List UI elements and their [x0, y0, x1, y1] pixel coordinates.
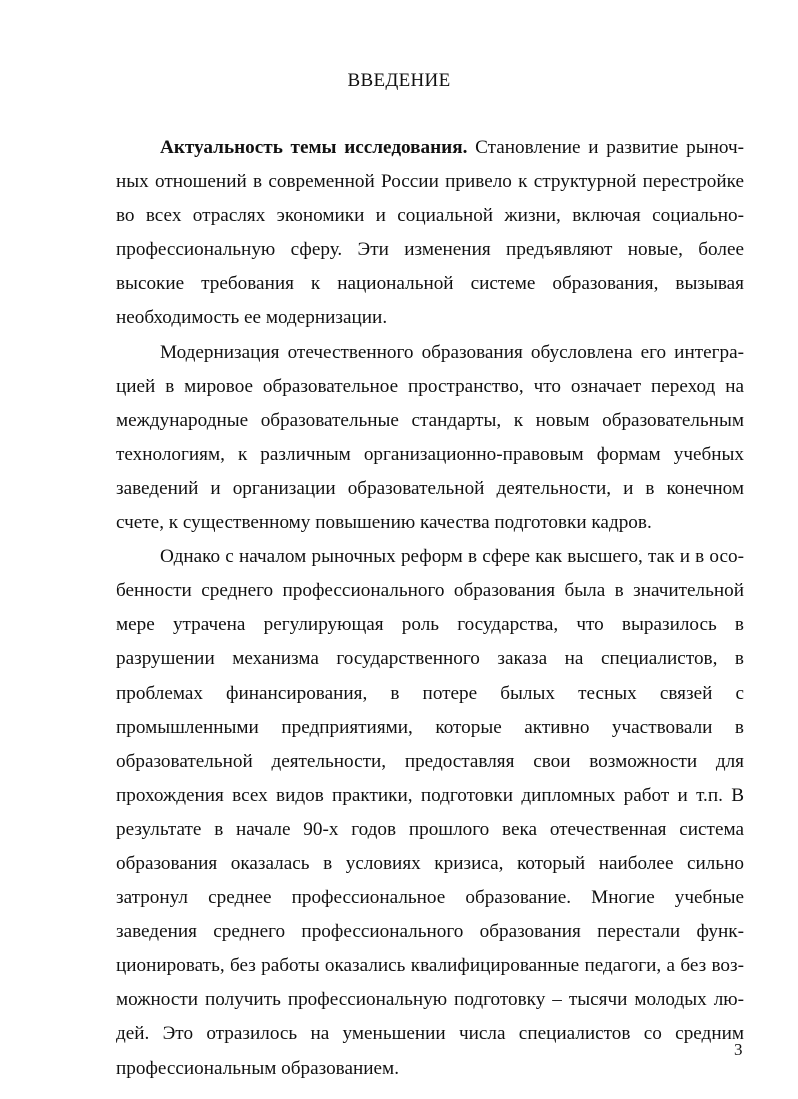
paragraph-modernization: Модернизация отечественного образования обусловлена его интеграцией в мировое образовательное пространство, что означает переход на международные образовательные стандарты, к новым образовательным технологиям, к различным организационно-правовым формам учебных заведений и организации образовательной деятельности, и в конечном счете, к существенному повышению качества подготовки кадров. [116, 341, 744, 534]
body-text [116, 131, 744, 1086]
page-number: 3 [734, 1040, 743, 1059]
paragraph-reforms: Однако с началом рыночных реформ в сфере как высшего, так и в особенности среднего профессионального образования была в значительной мере утрачена регулирующая роль государства, что выразилось в разрушении механизма государственного заказа на специалистов, в проблемах финансирования, в потере былых тесных связей с промышленными предприятиями, которые активно участвовали в образовательной деятельности, предоставляя свои возможности для прохождения всех видов практики, подготовки дипломных работ и т.п. В результате в начале 90-х годов прошлого века отечественная система образования оказалась в условиях кризиса, который наиболее сильно затронул среднее профессиональное образование. Многие учебные заведения среднего профессионального образования перестали функционировать, без работы оказались квалифицированные педагоги, а без возможности получить профессиональную подготовку – тысячи молодых людей. Это отразилось на уменьшении числа специалистов со средним профессиональным образованием. [116, 546, 744, 1079]
page-title: ВВЕДЕНИЕ [347, 70, 451, 91]
paragraph-text: Становление и развитие рыночных отношений в современной России привело к структурной перестройке во всех отраслях экономики и социальной жизни, включая социально-профессиональную сферу. Эти изменения предъявляют новые, более высокие требования к национальной системе образования, вызывая необходимость ее модернизации. [116, 137, 744, 329]
paragraph-lead-heading: Актуальность темы исследования. [160, 137, 468, 158]
paragraph-relevance [116, 131, 744, 336]
